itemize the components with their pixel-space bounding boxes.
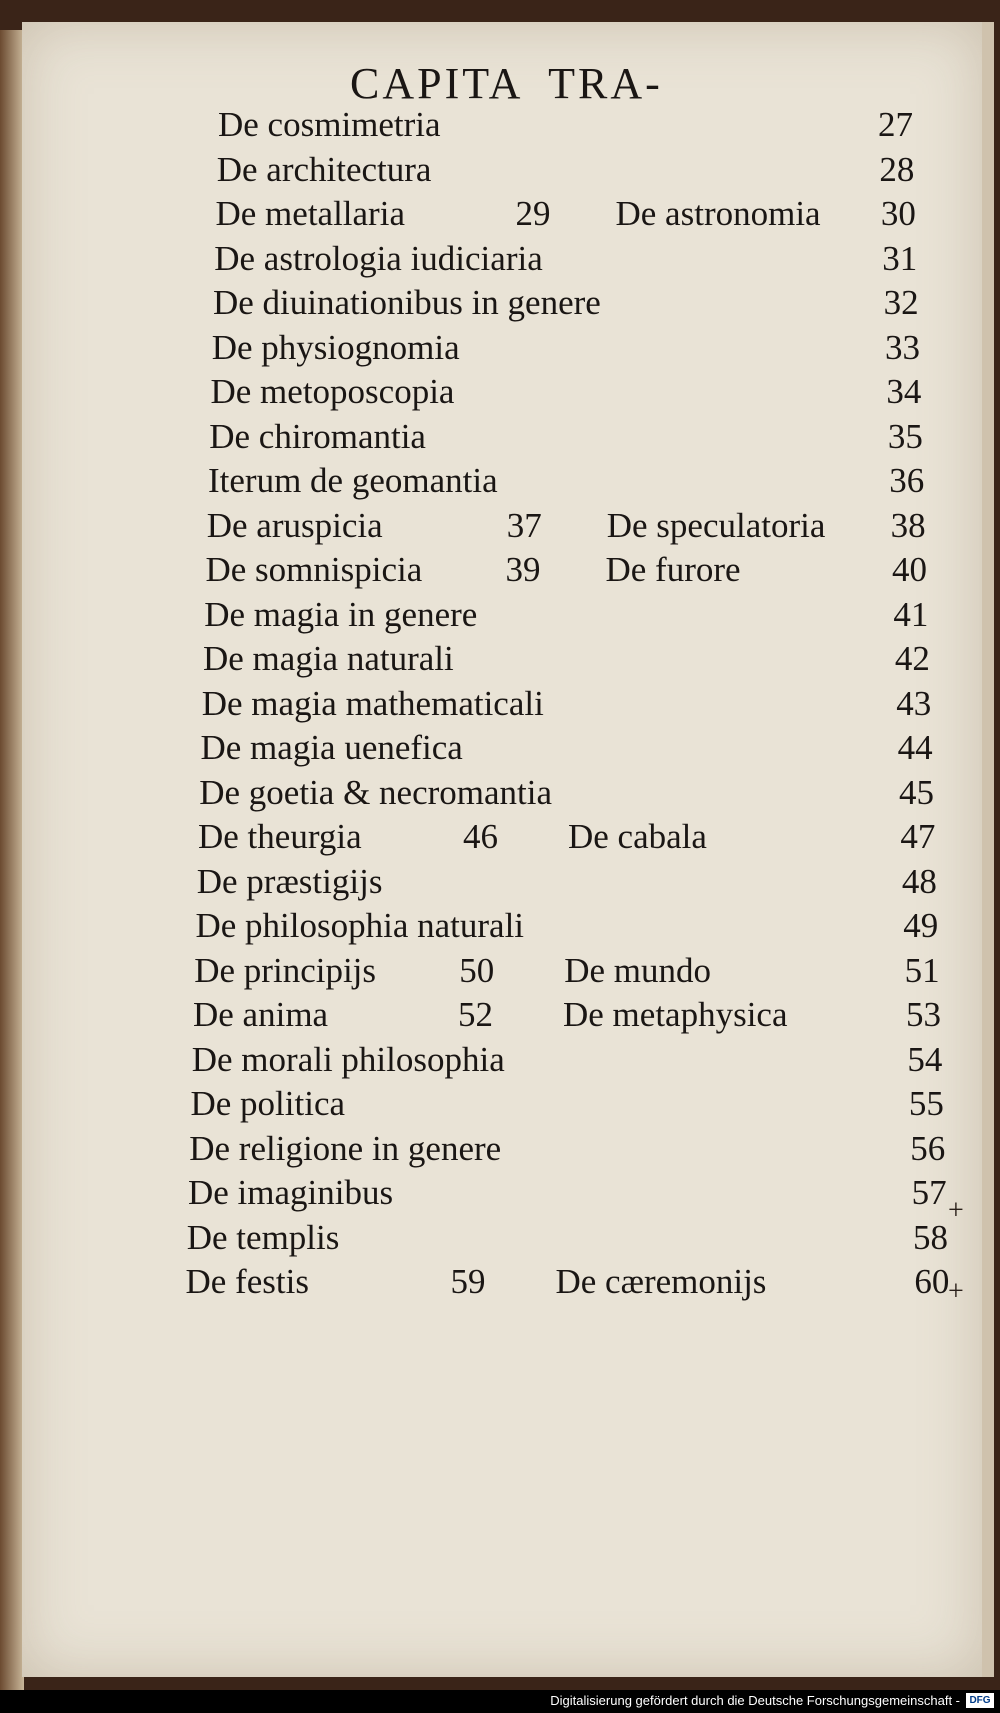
- toc-page-number: 58: [913, 1217, 948, 1257]
- toc-title-second: De furore: [605, 550, 741, 589]
- toc-title: De architectura: [216, 149, 432, 189]
- toc-entry: [213, 283, 955, 327]
- toc-entry: [193, 995, 955, 1039]
- toc-title: De somnispicia: [205, 550, 423, 589]
- toc-entry: [216, 194, 956, 238]
- toc-entry: [199, 773, 955, 817]
- toc-entry: [198, 817, 955, 861]
- running-head: CAPITA TRA-: [350, 59, 663, 108]
- toc-entry: [208, 461, 955, 505]
- toc-page-number: 55: [908, 1084, 944, 1123]
- toc-page-number: 30: [880, 194, 916, 233]
- toc-entry: [218, 105, 955, 149]
- toc-title: De physiognomia: [211, 327, 460, 367]
- toc-entry: [191, 1084, 956, 1128]
- toc-title-second: De mundo: [564, 950, 712, 990]
- toc-page-number: 60: [914, 1262, 950, 1301]
- toc-entry: [196, 906, 956, 950]
- toc-title: De goetia & necromantia: [199, 772, 553, 812]
- toc-page-number: 39: [505, 550, 541, 589]
- toc-title: De anima: [193, 995, 329, 1034]
- toc-page-number: 31: [882, 238, 918, 278]
- marginal-cross-mark: +: [948, 1276, 964, 1307]
- toc-page-number: 36: [889, 461, 925, 500]
- toc-page-number: 57: [911, 1173, 947, 1212]
- toc-page-number: 29: [515, 194, 551, 233]
- toc-title: De theurgia: [198, 817, 362, 856]
- toc-page-number: 41: [893, 594, 929, 634]
- toc-page-number: 43: [896, 683, 932, 723]
- toc-entry: [186, 1262, 956, 1306]
- toc-title: De diuinationibus in genere: [213, 283, 601, 322]
- toc-title: De imaginibus: [188, 1173, 394, 1212]
- toc-page-number: 38: [890, 505, 926, 545]
- toc-title-second: De astronomia: [615, 194, 821, 233]
- toc-page-number: 45: [899, 772, 934, 812]
- toc-title: De morali philosophia: [191, 1039, 505, 1079]
- toc-entry: [207, 506, 955, 550]
- toc-page-number: 53: [906, 995, 941, 1034]
- toc-page-number: 28: [879, 149, 915, 189]
- toc-title: De magia in genere: [204, 594, 478, 634]
- toc-title-second: De metaphysica: [563, 995, 788, 1034]
- toc-entry: [212, 328, 955, 372]
- toc-title-second: De cabala: [568, 817, 707, 856]
- toc-entry: [203, 639, 955, 683]
- toc-entry: [214, 239, 955, 283]
- toc-title: Iterum de geomantia: [208, 461, 498, 500]
- toc-title-second: De speculatoria: [606, 505, 826, 545]
- toc-title: De metallaria: [215, 194, 405, 233]
- toc-title-second: De cæremonijs: [555, 1262, 767, 1301]
- toc-page-number: 51: [904, 950, 940, 990]
- toc-page-number: 52: [458, 995, 493, 1034]
- toc-title: De cosmimetria: [218, 105, 441, 144]
- toc-entry: [189, 1129, 955, 1173]
- toc-title: De principijs: [194, 950, 377, 990]
- toc-entry: [197, 862, 955, 906]
- toc-page-number: 32: [883, 283, 919, 322]
- toc-page-number: 34: [886, 372, 922, 411]
- toc-entry: [201, 728, 956, 772]
- toc-title: De metoposcopia: [210, 372, 455, 411]
- toc-title: De chiromantia: [209, 416, 426, 456]
- toc-title: De politica: [190, 1084, 346, 1123]
- toc-page-number: 54: [907, 1039, 943, 1079]
- toc-entry: [217, 150, 955, 194]
- toc-title: De religione in genere: [189, 1128, 502, 1168]
- toc-page-number: 35: [887, 416, 923, 456]
- toc-title: De præstigijs: [196, 861, 383, 901]
- toc-title: De magia uenefica: [200, 728, 463, 767]
- toc-page-number: 48: [901, 861, 937, 901]
- toc-page-number: 46: [463, 817, 498, 856]
- toc-entry: [211, 372, 956, 416]
- toc-entry: [204, 595, 955, 639]
- toc-entry: [209, 417, 955, 461]
- footer-credit: Digitalisierung gefördert durch die Deutsche Forschungsgemeinschaft -: [550, 1693, 960, 1708]
- toc-page-number: 44: [897, 728, 933, 767]
- toc-page-number: 47: [900, 817, 936, 856]
- toc-title: De magia mathematicali: [201, 683, 544, 723]
- toc-entry: [194, 951, 955, 995]
- marginal-cross-mark: +: [948, 1195, 964, 1226]
- toc-title: De aruspicia: [206, 505, 383, 545]
- dfg-logo: DFG: [966, 1693, 994, 1708]
- toc-title: De festis: [185, 1262, 309, 1301]
- toc-page-number: 37: [506, 505, 542, 545]
- toc-page-number: 42: [894, 639, 930, 678]
- toc-entry: [192, 1040, 955, 1084]
- book-spine-edge: [0, 30, 24, 1690]
- toc-entry: [202, 684, 955, 728]
- toc-page-number: 59: [450, 1262, 486, 1301]
- toc-page-number: 27: [878, 105, 913, 144]
- digitization-footer: [0, 1690, 1000, 1713]
- toc-title: De philosophia naturali: [195, 906, 525, 945]
- toc-page-number: 50: [459, 950, 495, 990]
- toc-title: De templis: [186, 1217, 340, 1257]
- toc-page-number: 49: [903, 906, 939, 945]
- toc-title: De magia naturali: [203, 639, 454, 678]
- toc-entry: [206, 550, 956, 594]
- toc-title: De astrologia iudiciaria: [214, 238, 543, 278]
- toc-page-number: 56: [910, 1128, 946, 1168]
- toc-entry: [188, 1173, 955, 1217]
- toc-entry: [187, 1218, 955, 1262]
- toc-page-number: 33: [885, 327, 920, 367]
- toc-page-number: 40: [892, 550, 927, 589]
